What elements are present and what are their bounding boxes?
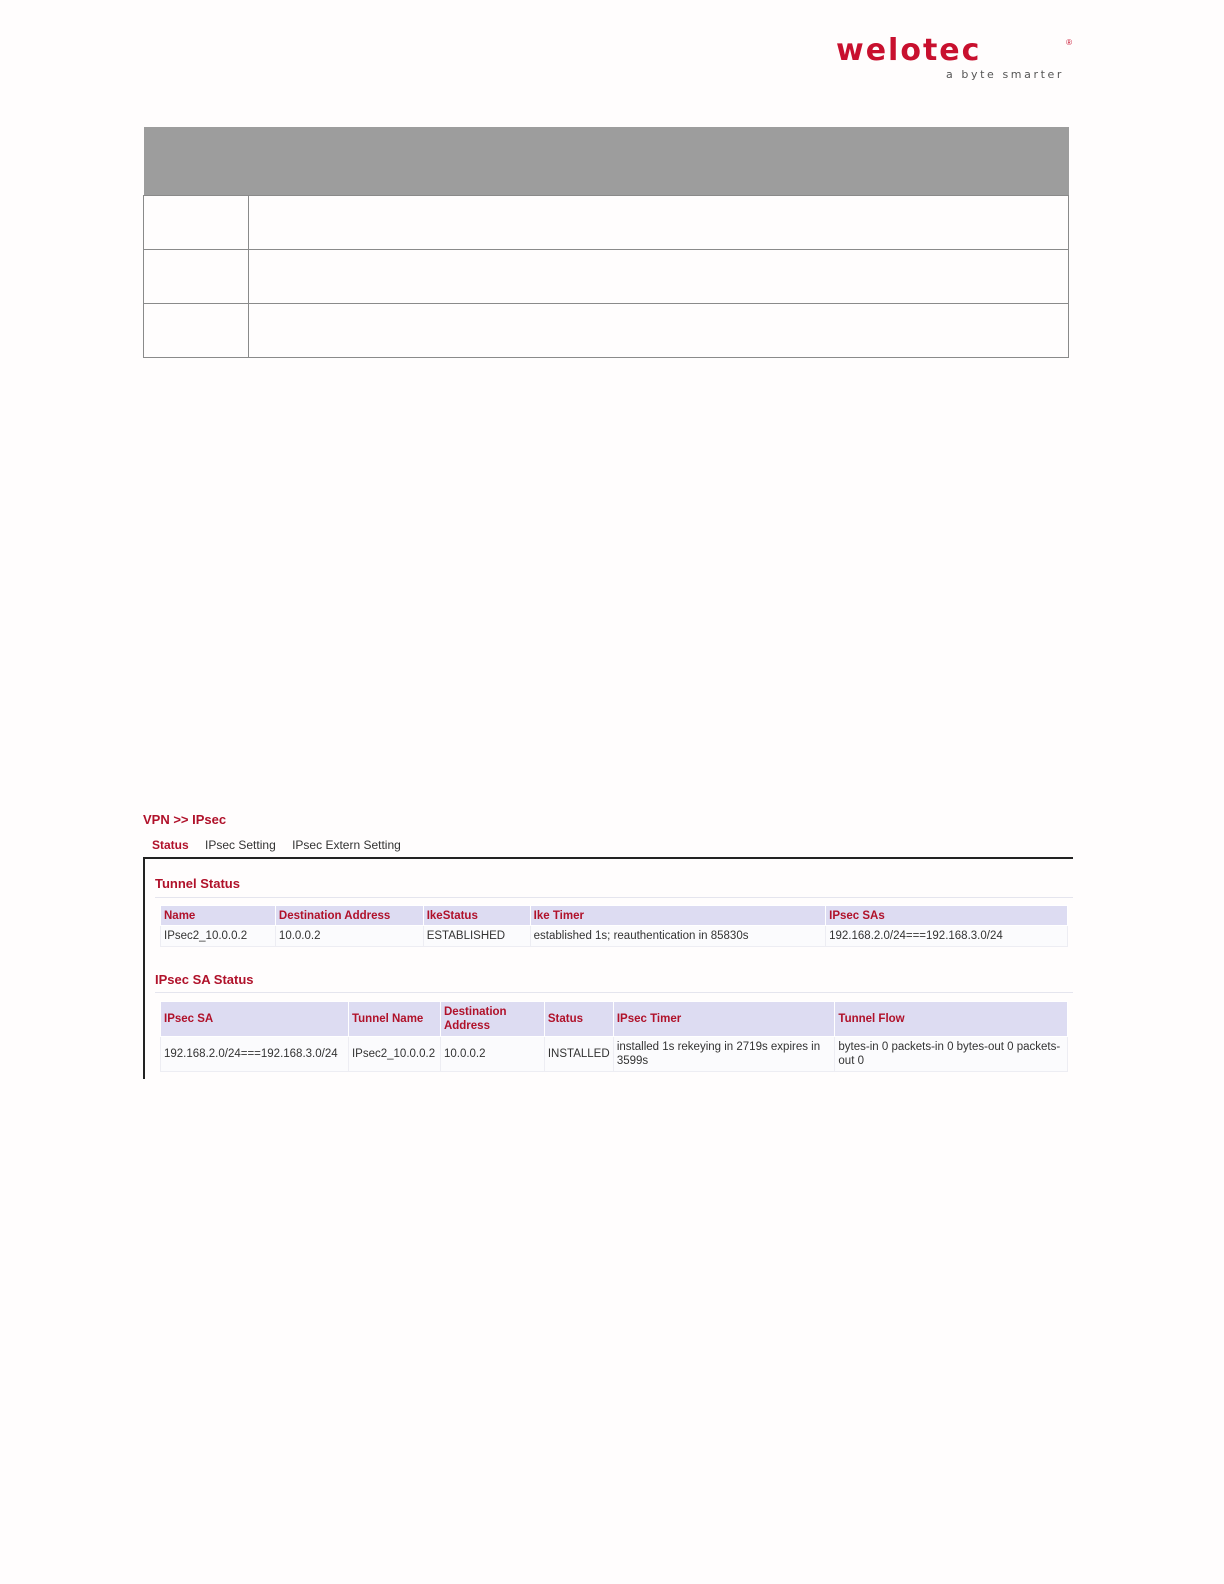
document-table-header [144,127,1069,195]
tunnel-status-table [160,905,1068,947]
table-header-row [161,906,1068,926]
document-table-header-cell [144,127,1069,195]
document-table-row [144,195,1069,249]
sa-status-table [160,1001,1068,1072]
table-cell: 192.168.2.0/24===192.168.3.0/24 [161,1037,349,1072]
table-cell: 192.168.2.0/24===192.168.3.0/24 [826,926,1068,947]
ipsec-status-screenshot [143,808,1071,1080]
table-cell: INSTALLED [544,1037,613,1072]
column-header: Ike Timer [530,906,825,926]
document-table-cell [144,303,249,357]
table-cell: IPsec2_10.0.0.2 [348,1037,440,1072]
column-header: Status [544,1002,613,1037]
table-cell: installed 1s rekeying in 2719s expires in 3599s [613,1037,835,1072]
tab-ipsec-setting[interactable]: IPsec Setting [205,838,276,852]
tab-ipsec-extern-setting[interactable]: IPsec Extern Setting [292,838,401,852]
tab-status[interactable]: Status [152,838,189,852]
column-header: Tunnel Flow [835,1002,1068,1037]
table-row [161,1037,1068,1072]
column-header: Tunnel Name [348,1002,440,1037]
table-cell: IPsec2_10.0.0.2 [161,926,276,947]
table-header-row [161,1002,1068,1037]
document-table-cell [249,303,1069,357]
document-table-cell [249,195,1069,249]
tunnel-status-title: Tunnel Status [155,876,240,891]
document-table-row [144,249,1069,303]
table-cell: 10.0.0.2 [440,1037,544,1072]
logo-tagline: a byte smarter [945,68,1064,81]
column-header: IPsec SA [161,1002,349,1037]
tab-bar [152,838,414,852]
column-header: IkeStatus [423,906,530,926]
document-table-cell [144,249,249,303]
column-header: IPsec Timer [613,1002,835,1037]
section-divider [155,897,1073,898]
document-table [143,127,1069,358]
column-header: Destination Address [440,1002,544,1037]
table-cell: ESTABLISHED [423,926,530,947]
column-header: Destination Address [275,906,423,926]
table-cell: 10.0.0.2 [275,926,423,947]
logo-wordmark: welotec [836,33,982,68]
status-panel [143,857,1073,1079]
company-logo [836,33,1072,82]
table-cell: bytes-in 0 packets-in 0 bytes-out 0 packets-out 0 [835,1037,1068,1072]
column-header: Name [161,906,276,926]
table-row [161,926,1068,947]
document-table-cell [249,249,1069,303]
table-cell: established 1s; reauthentication in 85830s [530,926,825,947]
section-divider [155,992,1073,993]
breadcrumb: VPN >> IPsec [143,812,227,827]
document-table-row [144,303,1069,357]
logo-registered-mark: ® [1066,38,1072,47]
column-header: IPsec SAs [826,906,1068,926]
document-table-cell [144,195,249,249]
sa-status-title: IPsec SA Status [155,972,254,987]
